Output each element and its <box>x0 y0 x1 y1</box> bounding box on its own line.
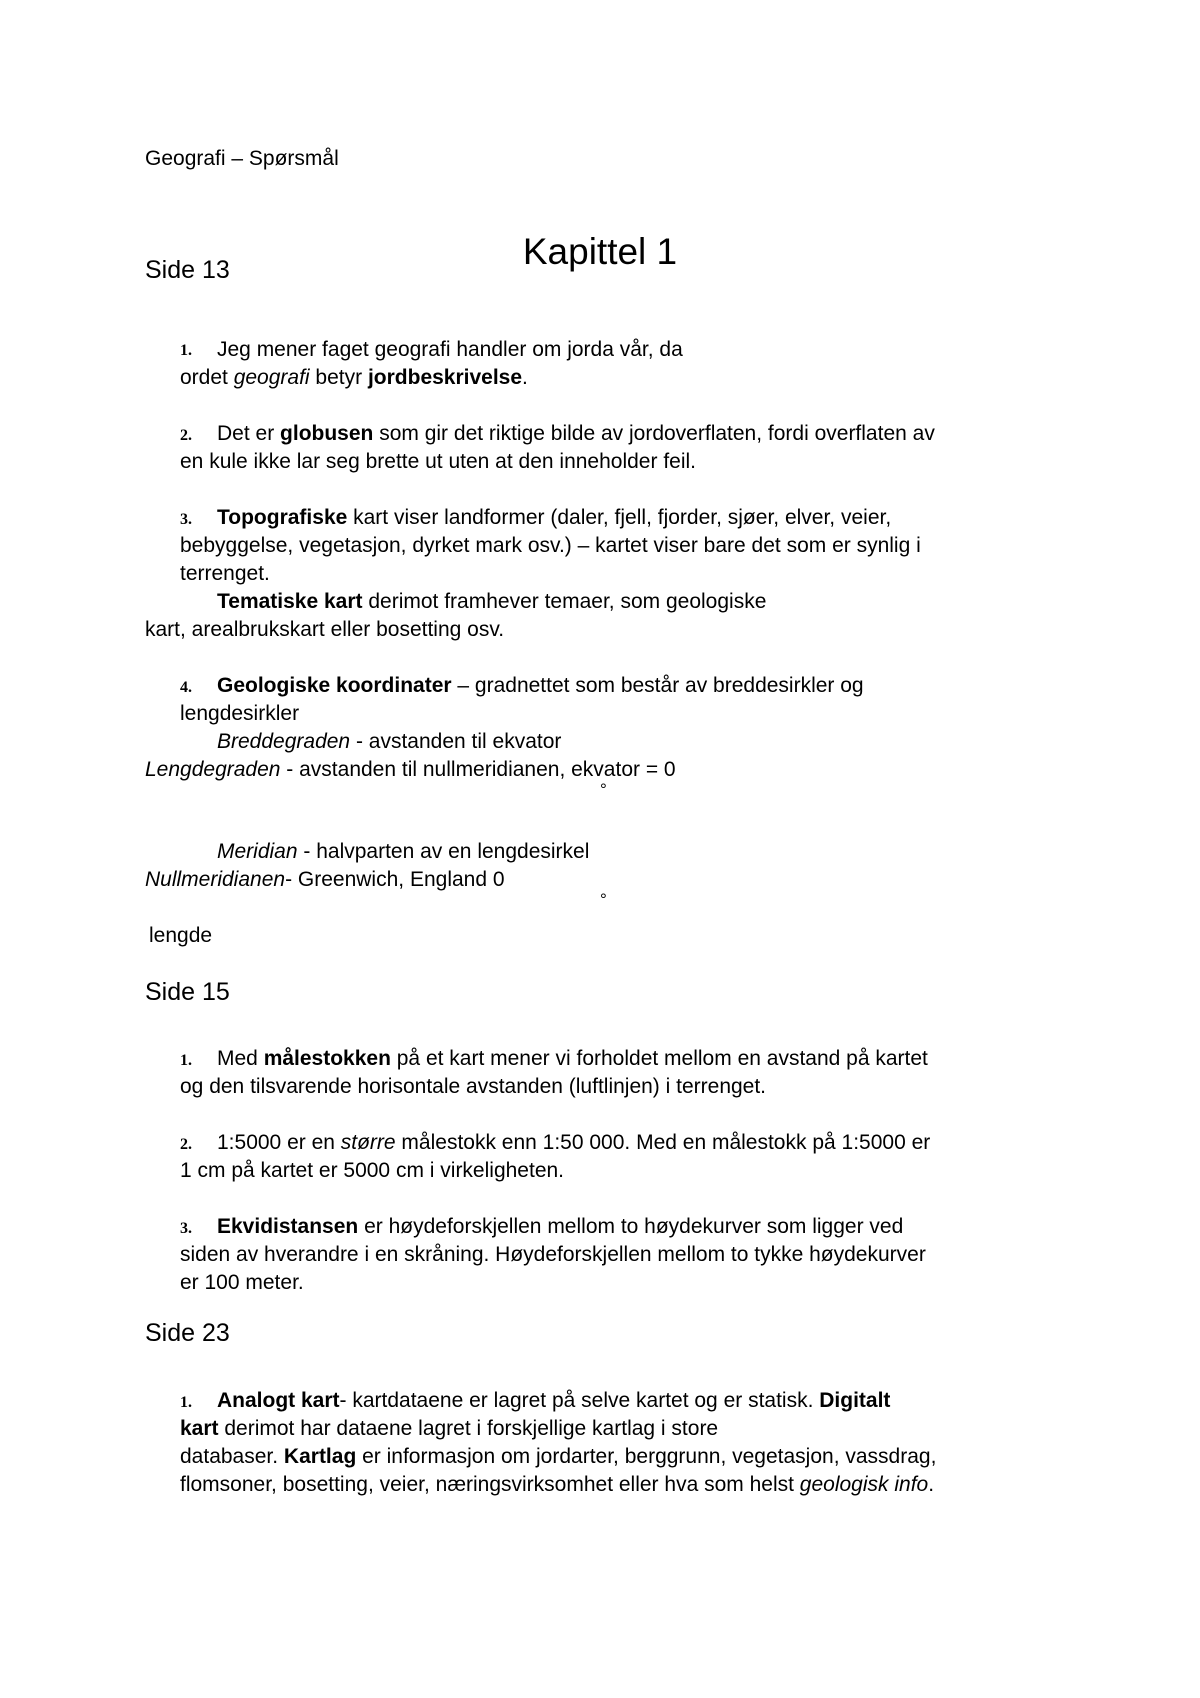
paragraph-line: Jeg mener faget geografi handler om jorda vår, da <box>217 338 683 361</box>
paragraph-line: terrenget. <box>180 562 270 585</box>
paragraph-line: databaser. Kartlag er informasjon om jordarter, berggrunn, vegetasjon, vassdrag, <box>180 1445 937 1468</box>
paragraph-line: ordet geografi betyr jordbeskrivelse. <box>180 366 528 389</box>
paragraph-line: kart derimot har dataene lagret i forskjellige kartlag i store <box>180 1417 719 1440</box>
paragraph-line: flomsoner, bosetting, veier, næringsvirksomhet eller hva som helst geologisk info. <box>180 1473 935 1496</box>
chapter-heading: Kapittel 1 <box>522 231 678 272</box>
paragraph-line: er 100 meter. <box>180 1271 304 1294</box>
document-title: Geografi – Spørsmål <box>145 147 339 170</box>
list-number: 2. <box>180 1136 192 1153</box>
paragraph-line: Nullmeridianen- Greenwich, England 0 <box>145 868 505 891</box>
section-heading-side-23: Side 23 <box>145 1319 230 1347</box>
paragraph-line: bebyggelse, vegetasjon, dyrket mark osv.) – kartet viser bare det som er synlig i <box>180 534 921 557</box>
list-number: 4. <box>180 679 192 696</box>
paragraph-line: 1:5000 er en større målestokk enn 1:50 000. Med en målestokk på 1:5000 er <box>217 1131 931 1154</box>
paragraph-line: Analogt kart- kartdataene er lagret på selve kartet og er statisk. Digitalt <box>217 1389 891 1412</box>
list-number: 2. <box>180 427 192 444</box>
paragraph-line: Topografiske kart viser landformer (daler, fjell, fjorder, sjøer, elver, veier, <box>217 506 892 529</box>
list-number: 3. <box>180 1220 192 1237</box>
paragraph-line: en kule ikke lar seg brette ut uten at den inneholder feil. <box>180 450 696 473</box>
paragraph-line: Tematiske kart derimot framhever temaer, som geologiske <box>217 590 767 613</box>
list-number: 1. <box>180 342 192 359</box>
paragraph-line: og den tilsvarende horisontale avstanden (luftlinjen) i terrenget. <box>180 1075 767 1098</box>
list-number: 1. <box>180 1394 192 1411</box>
list-number: 3. <box>180 511 192 528</box>
paragraph-line: Med målestokken på et kart mener vi forholdet mellom en avstand på kartet <box>217 1047 928 1070</box>
paragraph-line: kart, arealbrukskart eller bosetting osv. <box>145 618 505 641</box>
degree-symbol: ° <box>600 780 607 799</box>
section-heading-side-15: Side 15 <box>145 978 230 1006</box>
paragraph-line: Lengdegraden - avstanden til nullmeridianen, ekvator = 0 <box>145 758 676 781</box>
paragraph-line: Geologiske koordinater – gradnettet som består av breddesirkler og <box>217 674 864 697</box>
paragraph-line: lengde <box>149 924 213 947</box>
paragraph-line: Meridian - halvparten av en lengdesirkel <box>217 840 590 863</box>
section-heading-side-13: Side 13 <box>145 256 230 284</box>
paragraph-line: Det er globusen som gir det riktige bilde av jordoverflaten, fordi overflaten av <box>217 422 935 445</box>
paragraph-line: 1 cm på kartet er 5000 cm i virkeligheten. <box>180 1159 565 1182</box>
paragraph-line: lengdesirkler <box>180 702 300 725</box>
degree-symbol: ° <box>600 890 607 909</box>
paragraph-line: Ekvidistansen er høydeforskjellen mellom to høydekurver som ligger ved <box>217 1215 904 1238</box>
paragraph-line: Breddegraden - avstanden til ekvator <box>217 730 562 753</box>
list-number: 1. <box>180 1052 192 1069</box>
paragraph-line: siden av hverandre i en skråning. Høydeforskjellen mellom to tykke høydekurver <box>180 1243 926 1266</box>
